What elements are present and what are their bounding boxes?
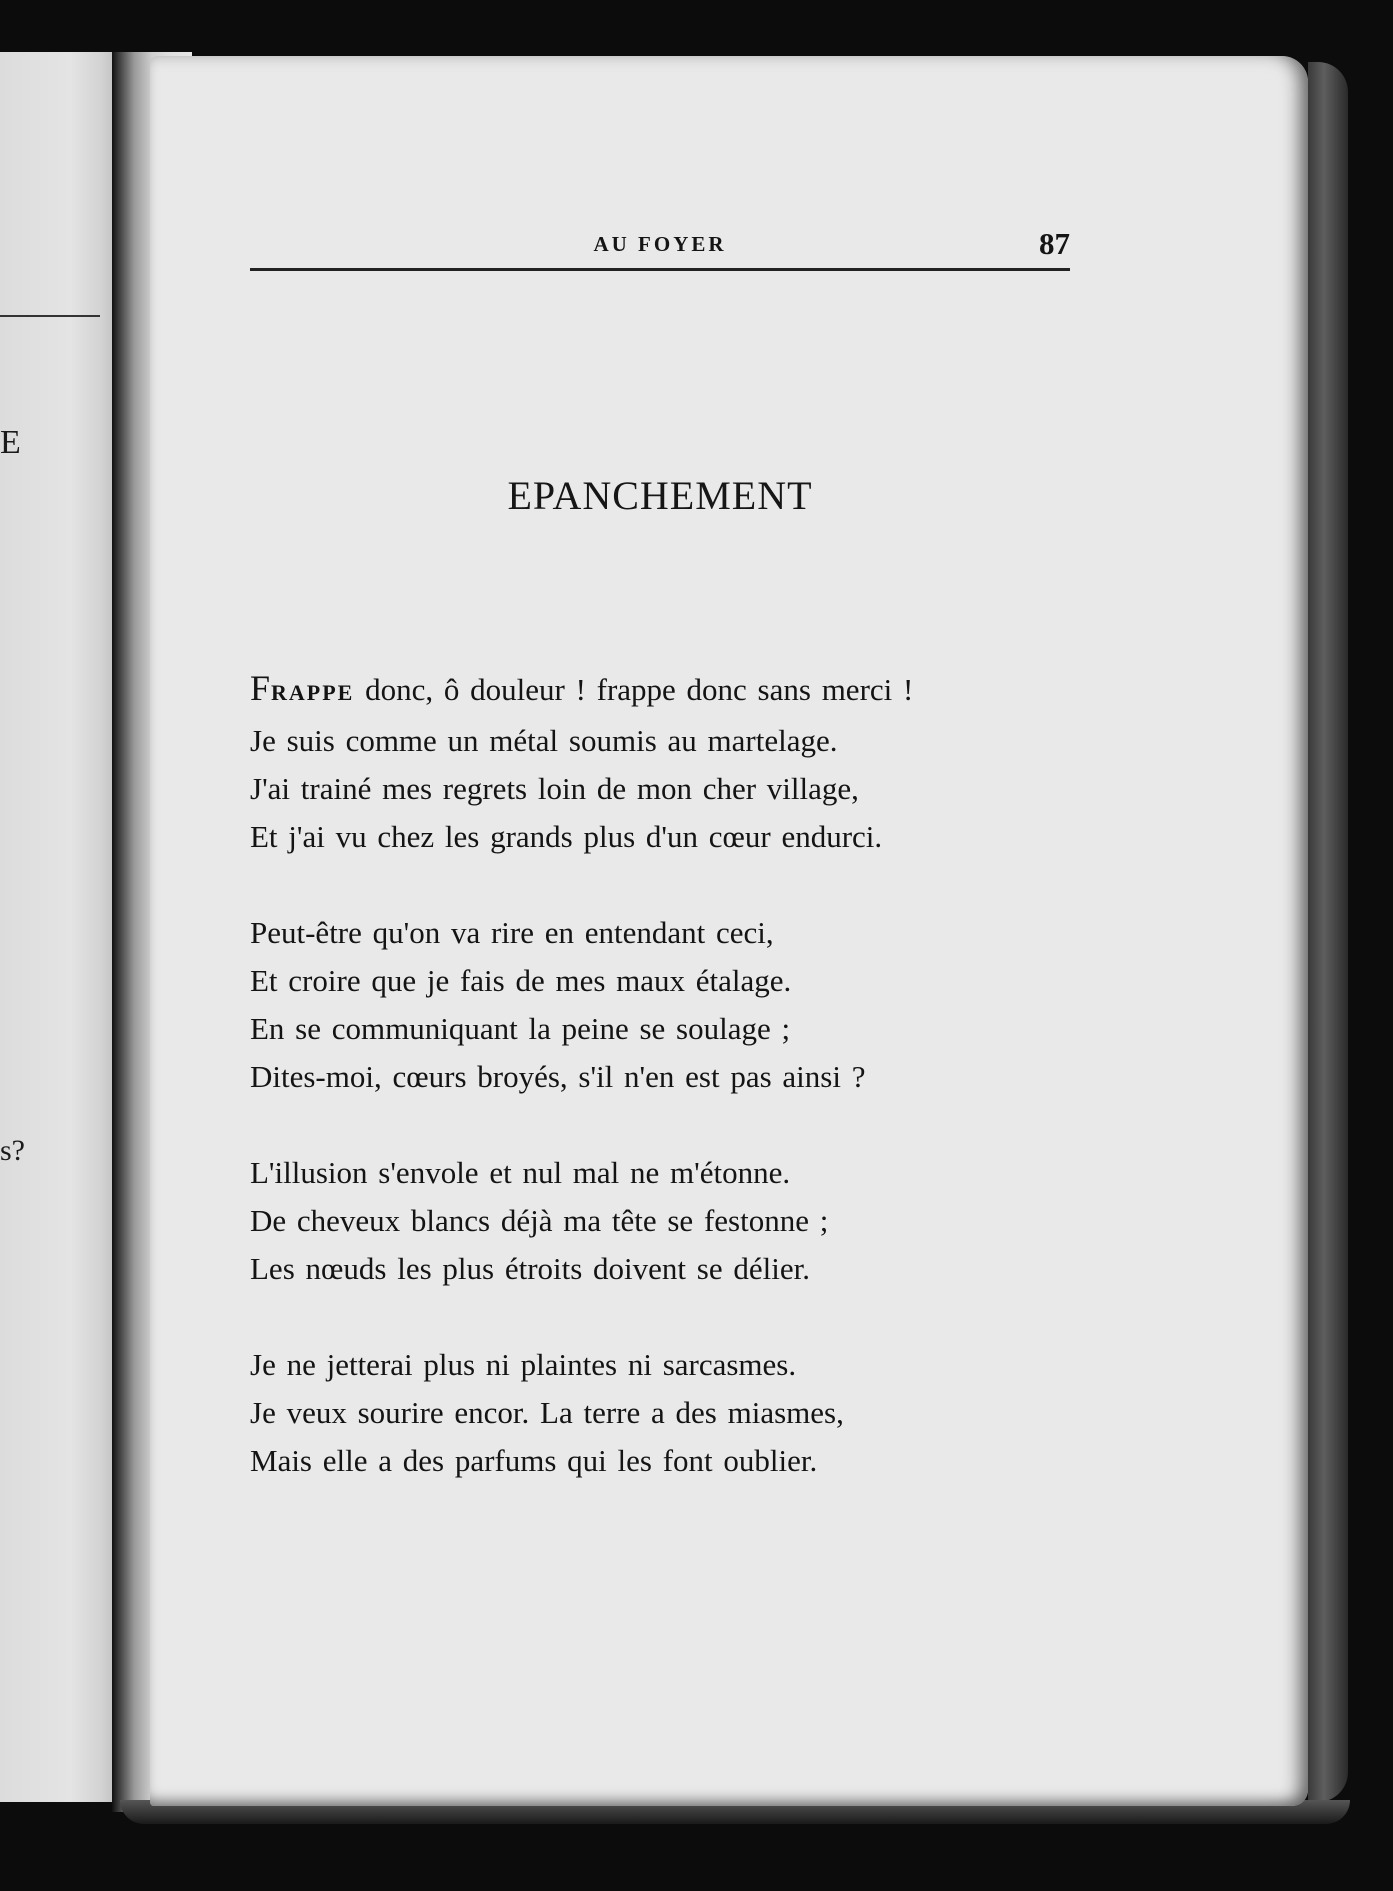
running-header	[250, 228, 1070, 271]
stanza	[250, 1341, 1050, 1485]
verse-line: Je suis comme un métal soumis au martelage.	[250, 723, 838, 758]
verse-line: L'illusion s'envole et nul mal ne m'étonne.	[250, 1155, 791, 1190]
verse-line: De cheveux blancs déjà ma tête se festonne ;	[250, 1203, 829, 1238]
page-edge	[1308, 62, 1348, 1802]
stanza	[250, 664, 1050, 861]
verse-line: Les nœuds les plus étroits doivent se délier.	[250, 1251, 810, 1286]
poem-body	[250, 664, 1050, 1533]
verse-line: Et croire que je fais de mes maux étalage.	[250, 963, 792, 998]
page-number: 87	[1039, 226, 1070, 261]
verse-line: En se communiquant la peine se soulage ;	[250, 1011, 791, 1046]
verse-line: Je ne jetterai plus ni plaintes ni sarcasmes.	[250, 1347, 797, 1382]
verse-line: Mais elle a des parfums qui les font oublier.	[250, 1443, 818, 1478]
poem-title: EPANCHEMENT	[507, 473, 813, 518]
stanza	[250, 1149, 1050, 1293]
initial-letter: F	[250, 668, 272, 708]
running-title: AU FOYER	[593, 232, 727, 256]
small-caps-word: RAPPE	[271, 680, 355, 705]
verse-line: Je veux sourire encor. La terre a des miasmes,	[250, 1395, 844, 1430]
verse-text: donc, ô douleur ! frappe donc sans merci !	[354, 672, 914, 707]
verse-line: Peut-être qu'on va rire en entendant ceci,	[250, 915, 774, 950]
left-page	[0, 52, 128, 1802]
verse-line: J'ai trainé mes regrets loin de mon cher village,	[250, 771, 859, 806]
left-page-fragment: s?	[0, 1134, 25, 1167]
stanza	[250, 909, 1050, 1101]
left-page-rule	[0, 315, 100, 317]
verse-line	[250, 664, 1050, 717]
verse-line: Dites-moi, cœurs broyés, s'il n'en est pas ainsi ?	[250, 1059, 866, 1094]
verse-line: Et j'ai vu chez les grands plus d'un cœur endurci.	[250, 819, 883, 854]
left-page-fragment: E	[0, 424, 21, 461]
